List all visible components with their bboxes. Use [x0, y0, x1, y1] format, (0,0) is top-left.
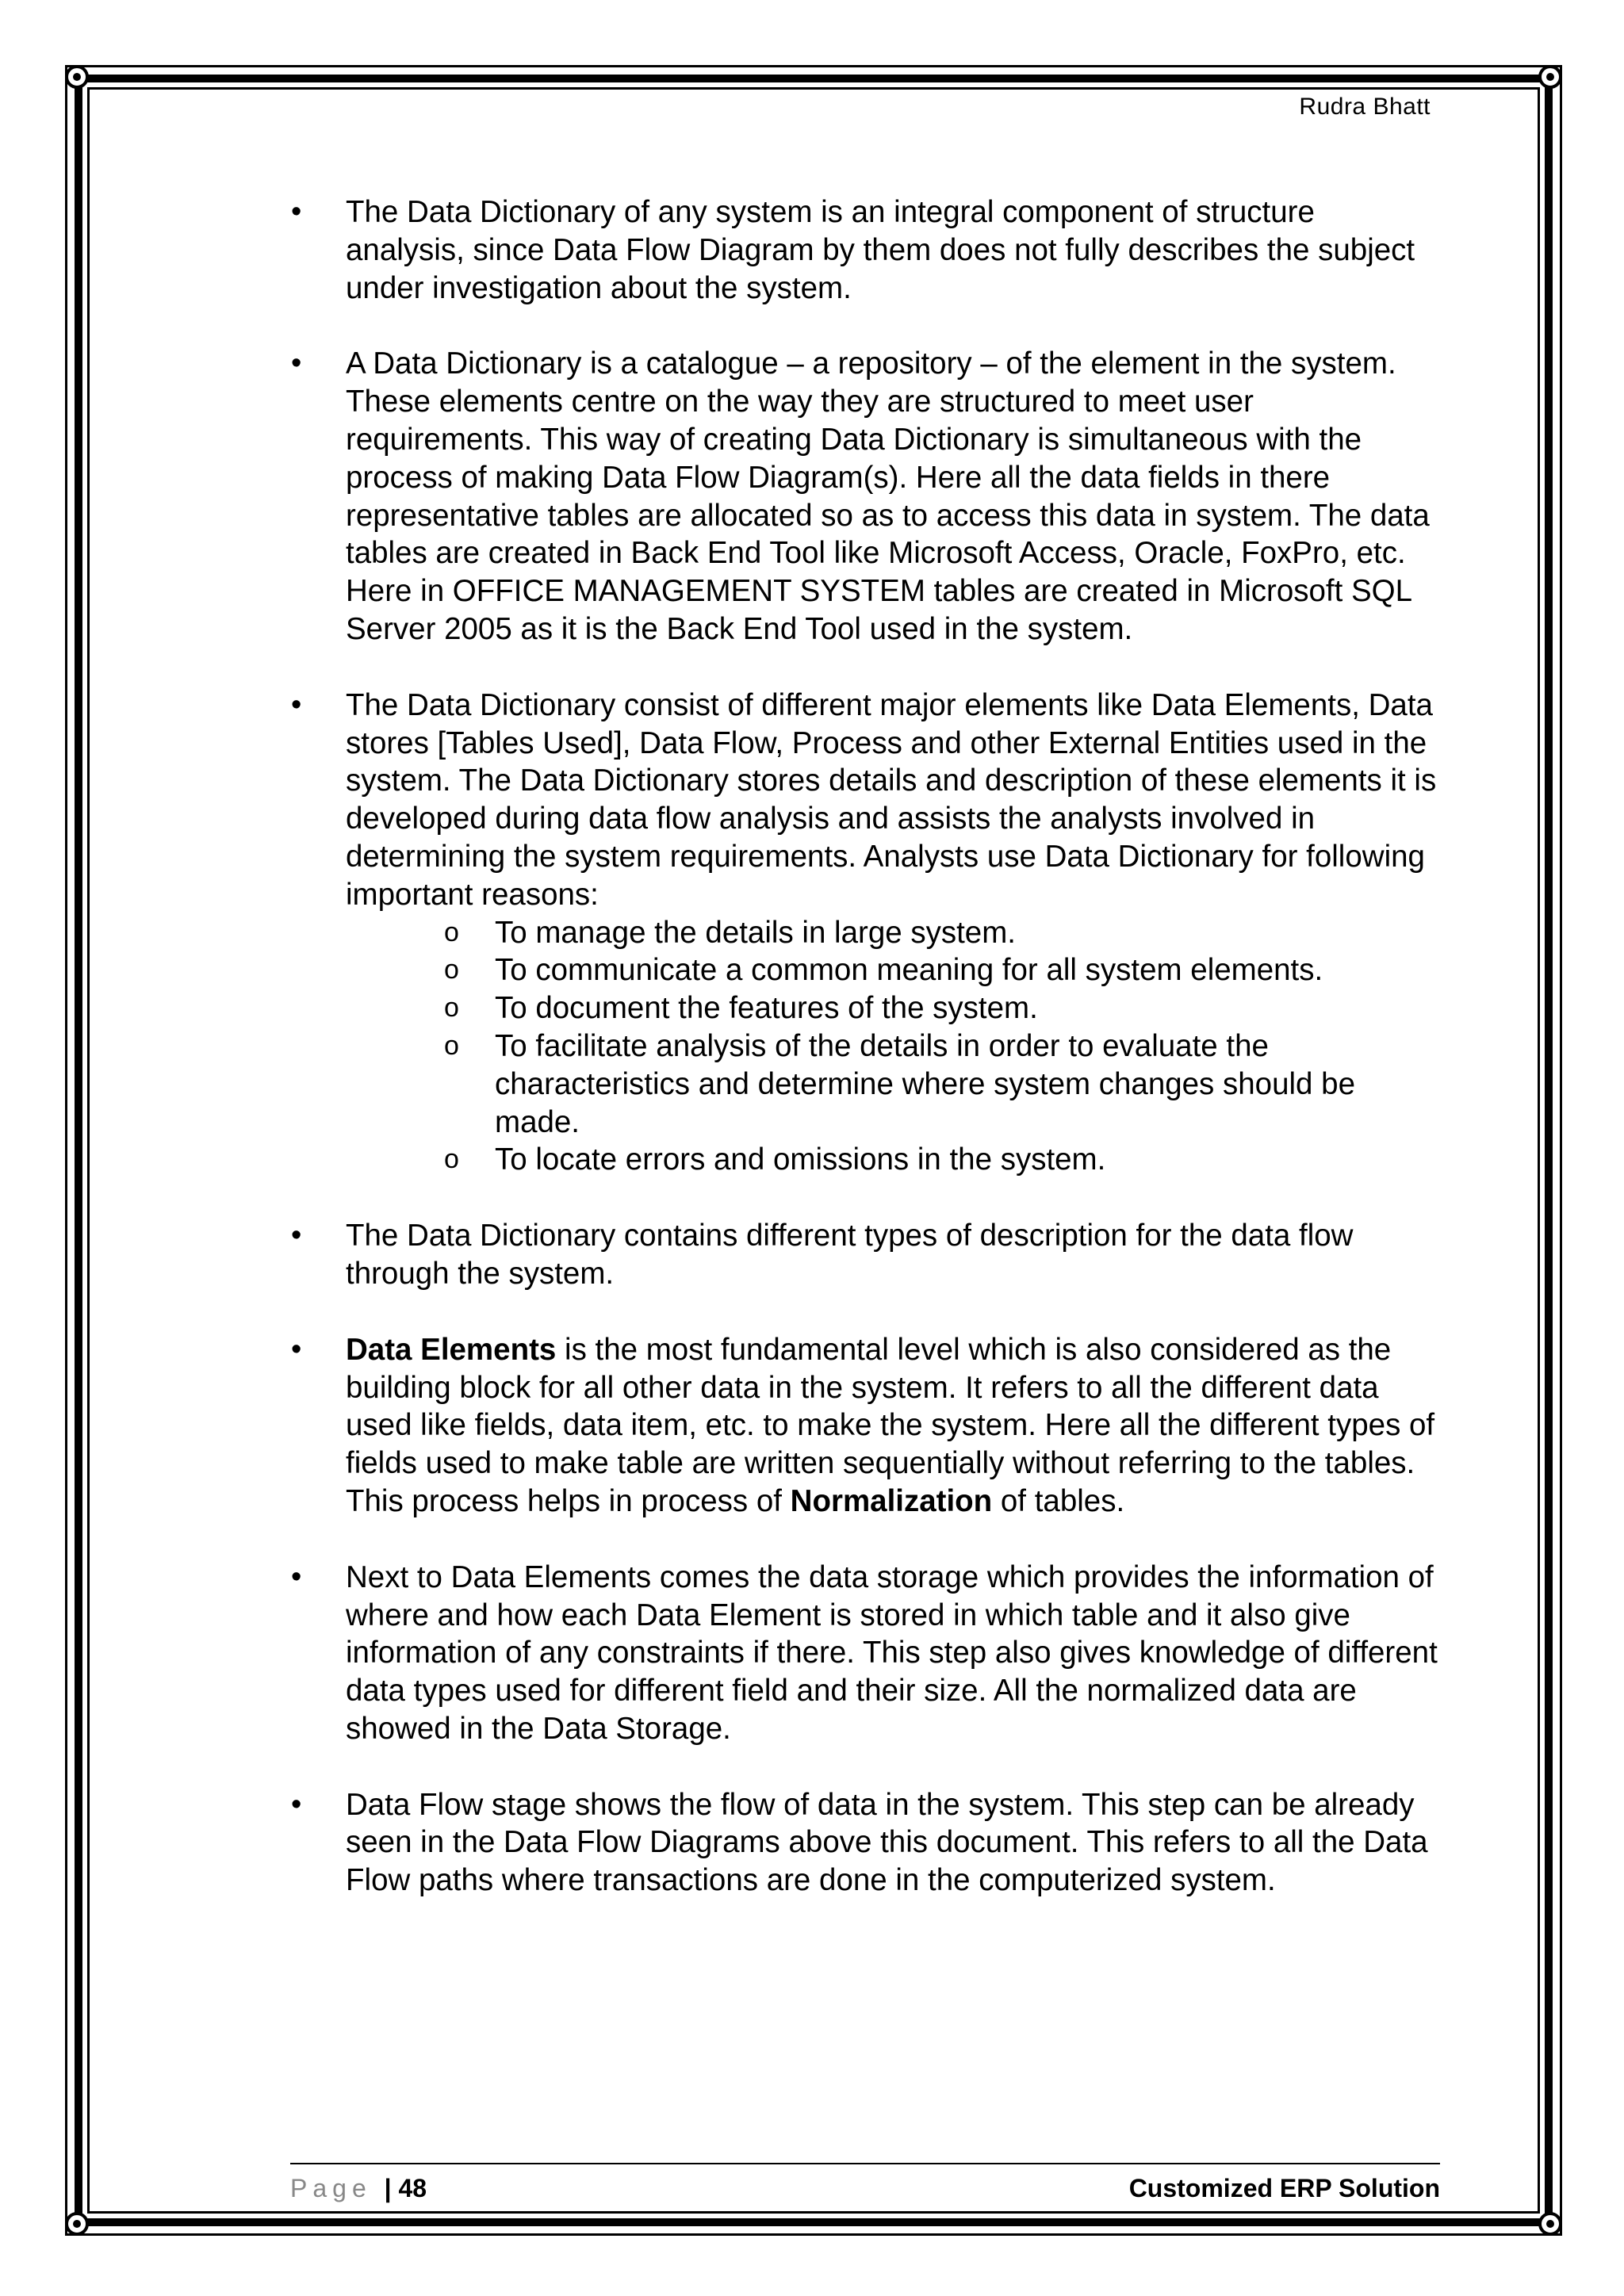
page-number-value: [385, 2174, 427, 2202]
bullet-text: • The Data Dictionary of any system is an integral component of structure analysis, since Data Flow Diagram by them does not fully describes the subject under investigation about the system.: [346, 195, 1415, 305]
bullet-item: [290, 1559, 1440, 1748]
page-label: Page: [290, 2174, 372, 2202]
sub-list-item: o To manage the details in large system.: [346, 914, 1440, 952]
footer-doc-title: Customized ERP Solution: [1128, 2174, 1440, 2202]
bullet-text: [346, 1331, 1440, 1521]
sub-list-item: o To locate errors and omissions in the system.: [346, 1141, 1440, 1179]
bold-term: Data Elements: [346, 1332, 557, 1367]
bullet-item: [290, 1331, 1440, 1521]
bullet-item: [290, 687, 1440, 1179]
bullet-text-part: is the most fundamental level which is also considered as the building block for all other data in the system. It refers to all the different data used like fields, data item, etc. to make the system. Here all the different types of fields used to make table are written sequentially without referring to the tables. This process helps in process of: [346, 1332, 1435, 1518]
page-number: [290, 2174, 427, 2203]
page-separator: |: [384, 2174, 399, 2202]
bullet-text-part: of tables.: [992, 1483, 1125, 1518]
header-author: Rudra Bhatt: [1299, 94, 1431, 120]
sub-list-item: o To document the features of the system.: [346, 989, 1440, 1027]
page-body: [290, 193, 1440, 1938]
border-corner-ornament: [65, 65, 89, 89]
bullet-text: • Data Flow stage shows the flow of data in the system. This step can be already seen in the Data Flow Diagrams above this document. This refers to all the Data Flow paths where transactions are done in the computerized system.: [346, 1787, 1428, 1898]
bullet-item: [290, 1217, 1440, 1293]
border-corner-ornament: [65, 2212, 89, 2236]
sub-list-item: o To facilitate analysis of the details in order to evaluate the characteristics and determine where system changes should be made.: [346, 1027, 1440, 1141]
border-corner-ornament: [1538, 65, 1562, 89]
bold-term: Normalization: [790, 1483, 993, 1518]
page-number-digits: 48: [398, 2174, 427, 2202]
bullet-item: [290, 1786, 1440, 1900]
bullet-text: • A Data Dictionary is a catalogue – a repository – of the element in the system. These elements centre on the way they are structured to meet user requirements. This way of creating Data Dictionary is simultaneous with the process of making Data Flow Diagram(s). Here all the data fields in there representative tables are allocated so as to access this data in system. The data tables are created in Back End Tool like Microsoft Access, Oracle, FoxPro, etc. Here in OFFICE MANAGEMENT SYSTEM tables are created in Microsoft SQL Server 2005 as it is the Back End Tool used in the system.: [346, 346, 1430, 646]
bullet-text: • The Data Dictionary consist of different major elements like Data Elements, Data stores [Tables Used], Data Flow, Process and other External Entities used in the system. The Data Dictionary stores details and description of these elements it is developed during data flow analysis and assists the analysts involved in determining the system requirements. Analysts use Data Dictionary for following important reasons:: [346, 687, 1437, 912]
bullet-text: • Next to Data Elements comes the data storage which provides the information of where and how each Data Element is stored in which table and it also give information of any constraints if there. This step also gives knowledge of different data types used for different field and their size. All the normalized data are showed in the Data Storage.: [346, 1559, 1438, 1746]
sub-list-item: o To communicate a common meaning for all system elements.: [346, 951, 1440, 989]
bullet-text: • The Data Dictionary contains different types of description for the data flow through the system.: [346, 1219, 1354, 1291]
bullet-item: [290, 193, 1440, 307]
bullet-item: [290, 345, 1440, 648]
border-corner-ornament: [1538, 2212, 1562, 2236]
sub-list: [346, 914, 1440, 1180]
page-footer: [290, 2163, 1440, 2201]
